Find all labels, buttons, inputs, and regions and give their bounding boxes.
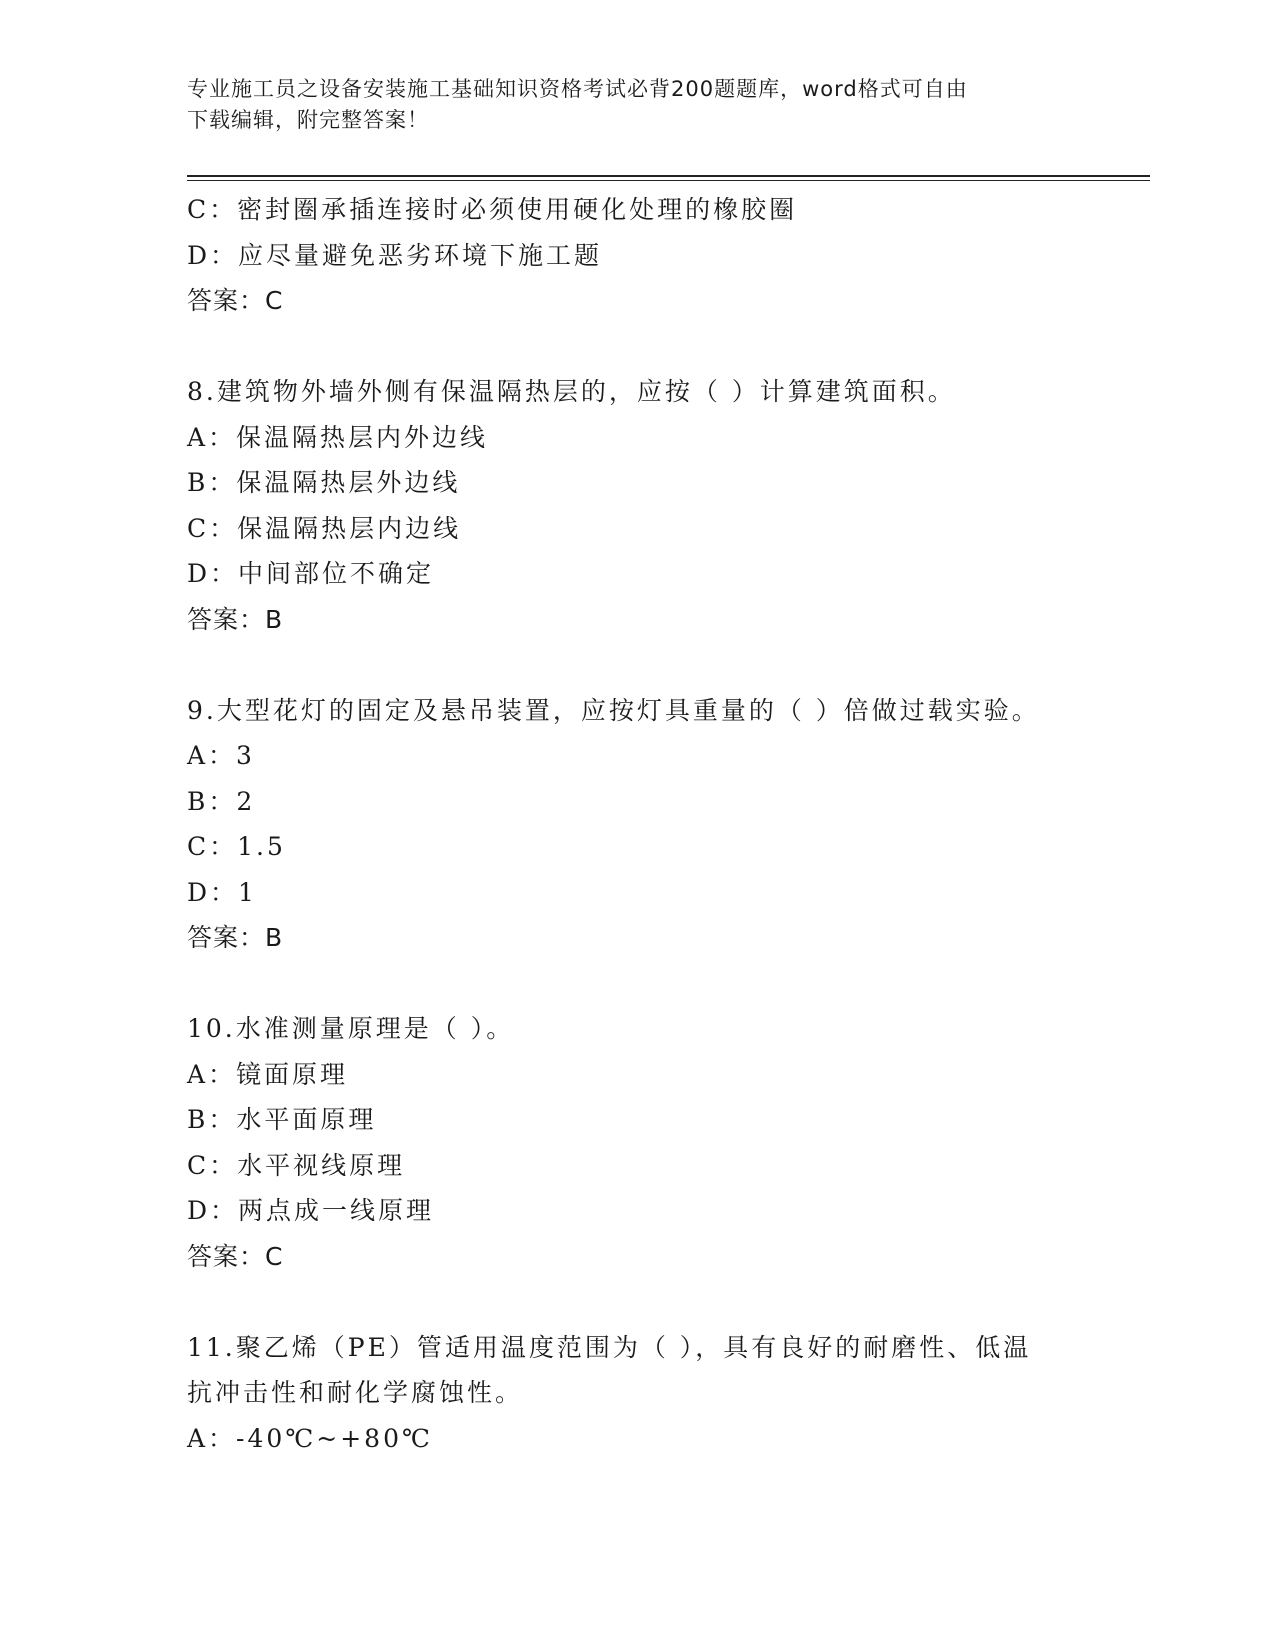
option-c: C：保温隔热层内边线 bbox=[187, 513, 462, 543]
header-line-2: 下载编辑，附完整答案！ bbox=[187, 108, 429, 132]
header-divider-thin bbox=[187, 180, 1150, 181]
option-a: A：3 bbox=[187, 741, 255, 770]
question-stem: 9.大型花灯的固定及悬吊装置，应按灯具重量的（ ）倍做过载实验。 bbox=[187, 695, 1040, 725]
option-c: C：1.5 bbox=[187, 832, 286, 861]
question-spacer bbox=[187, 961, 1117, 1007]
option-c: C：密封圈承插连接时必须使用硬化处理的橡胶圈 bbox=[187, 195, 798, 224]
option-d: D：应尽量避免恶劣环境下施工题 bbox=[187, 240, 603, 270]
header-divider-thick bbox=[187, 175, 1150, 177]
option-c: C：水平视线原理 bbox=[187, 1150, 406, 1180]
question-list bbox=[187, 187, 1117, 1461]
question-stem-line-2: 抗冲击性和耐化学腐蚀性。 bbox=[187, 1378, 524, 1407]
option-a: A：镜面原理 bbox=[187, 1059, 349, 1089]
question-stem: 10.水准测量原理是（ ）。 bbox=[187, 1014, 515, 1043]
question-stem: 8.建筑物外墙外侧有保温隔热层的，应按（ ）计算建筑面积。 bbox=[187, 377, 956, 406]
option-b: B：水平面原理 bbox=[187, 1105, 377, 1134]
answer-line: 答案：B bbox=[187, 604, 284, 634]
header-line-1: 专业施工员之设备安装施工基础知识资格考试必背200题题库，word格式可自由 bbox=[187, 77, 968, 101]
question-spacer bbox=[187, 1279, 1117, 1325]
document-header bbox=[187, 74, 1087, 136]
answer-line: 答案：C bbox=[187, 286, 284, 315]
answer-line: 答案：C bbox=[187, 1241, 284, 1271]
question-stem-line-1: 11.聚乙烯（PE）管适用温度范围为（ ），具有良好的耐磨性、低温 bbox=[187, 1332, 1032, 1362]
question-spacer bbox=[187, 324, 1117, 370]
answer-line: 答案：B bbox=[187, 923, 284, 952]
option-b: B：2 bbox=[187, 786, 256, 816]
option-d: D：中间部位不确定 bbox=[187, 559, 435, 588]
question-spacer bbox=[187, 642, 1117, 688]
option-a: A：-40℃~+80℃ bbox=[187, 1423, 433, 1453]
option-d: D：两点成一线原理 bbox=[187, 1196, 435, 1225]
option-a: A：保温隔热层内外边线 bbox=[187, 422, 489, 452]
option-b: B：保温隔热层外边线 bbox=[187, 468, 461, 497]
option-d: D：1 bbox=[187, 877, 257, 907]
